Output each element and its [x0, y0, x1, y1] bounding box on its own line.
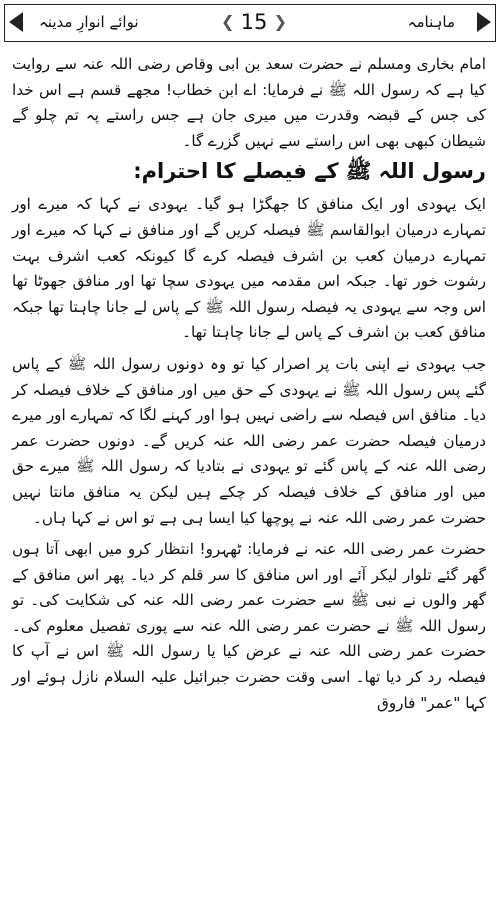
paragraph-1: ایک یہودی اور ایک منافق کا جھگڑا ہو گیا۔ یہودی نے کہا کہ میرے اور تمہارے درمیان ابوالقاسم ﷺ فیصلہ کریں گے اور منافق نے کہا کہ میرے اور تمہارے درمیان کعب بن اشرف فیصلہ کرے گا کیونکہ کعب اشرف بہت رشوت خور تھا۔ جبکہ اس مقدمہ میں یہودی سچا تھا اور منافق جھوٹا تھا اس وجہ سے یہودی یہ فیصلہ رسول اللہ ﷺ کے پاس لے جانا چاہتا تھا جبکہ منافق کعب بن اشرف کے پاس لے جانا چاہتا تھا۔: [12, 195, 486, 342]
publisher-name: نوائے انوارِ مدینہ: [39, 13, 139, 31]
page-number: ❮ 15 ❯: [221, 8, 287, 36]
arrow-left-icon: [9, 12, 23, 32]
section-heading: رسول اللہ ﷺ کے فیصلے کا احترام:: [133, 159, 486, 184]
article-body: [12, 52, 486, 716]
arrow-right-icon: [477, 12, 491, 32]
magazine-name: ماہنامہ: [407, 13, 455, 31]
paragraph-3: حضرت عمر رضی اللہ عنہ نے فرمایا: ٹھہرو! انتظار کرو میں ابھی آتا ہوں گھر گئے تلوار لیکر آئے اور اس منافق کا سر قلم کر دیا۔ پھر اس منافق کے گھر والوں نے نبی ﷺ سے حضرت عمر رضی اللہ عنہ کی شکایت کی۔ تو رسول اللہ ﷺ نے حضرت عمر رضی اللہ عنہ سے پوری تفصیل معلوم کی۔ حضرت عمر رضی اللہ عنہ نے عرض کیا یا رسول اللہ ﷺ اس نے آپ کا فیصلہ رد کر دیا تھا۔ اسی وقت حضرت جبرائیل علیہ السلام نازل ہوئے اور کہا "عمر" فاروق: [12, 540, 486, 712]
page-header: [4, 4, 496, 42]
intro-paragraph: امام بخاری ومسلم نے حضرت سعد بن ابی وقاص رضی اللہ عنہ سے روایت کیا ہے کہ رسول اللہ ﷺ نے فرمایا: اے ابن خطاب! مجھے قسم ہے اس خدا کی جس کے قبضہ وقدرت میں میری جان ہے جس راستے پہ تم چلو گے شیطان کبھی بھی اس راستے سے نہیں گزرے گا۔: [12, 55, 486, 150]
paragraph-2: جب یہودی نے اپنی بات پر اصرار کیا تو وہ دونوں رسول اللہ ﷺ کے پاس گئے پس رسول اللہ ﷺ نے یہودی کے حق میں اور منافق کے خلاف فیصلہ کر دیا۔ منافق اس فیصلہ سے راضی نہیں ہوا اور کہنے لگا کہ تمہارے اور میرے درمیان فیصلہ حضرت عمر رضی اللہ عنہ کریں گے۔ دونوں حضرت عمر رضی اللہ عنہ کے پاس گئے تو یہودی نے بتادیا کہ رسول اللہ ﷺ میرے حق میں اور منافق کے خلاف فیصلہ کر چکے ہیں لیکن یہ منافق مانتا نہیں حضرت عمر رضی اللہ عنہ نے پوچھا کیا ایسا ہی ہے تو اس نے کہا ہاں۔: [12, 354, 486, 527]
